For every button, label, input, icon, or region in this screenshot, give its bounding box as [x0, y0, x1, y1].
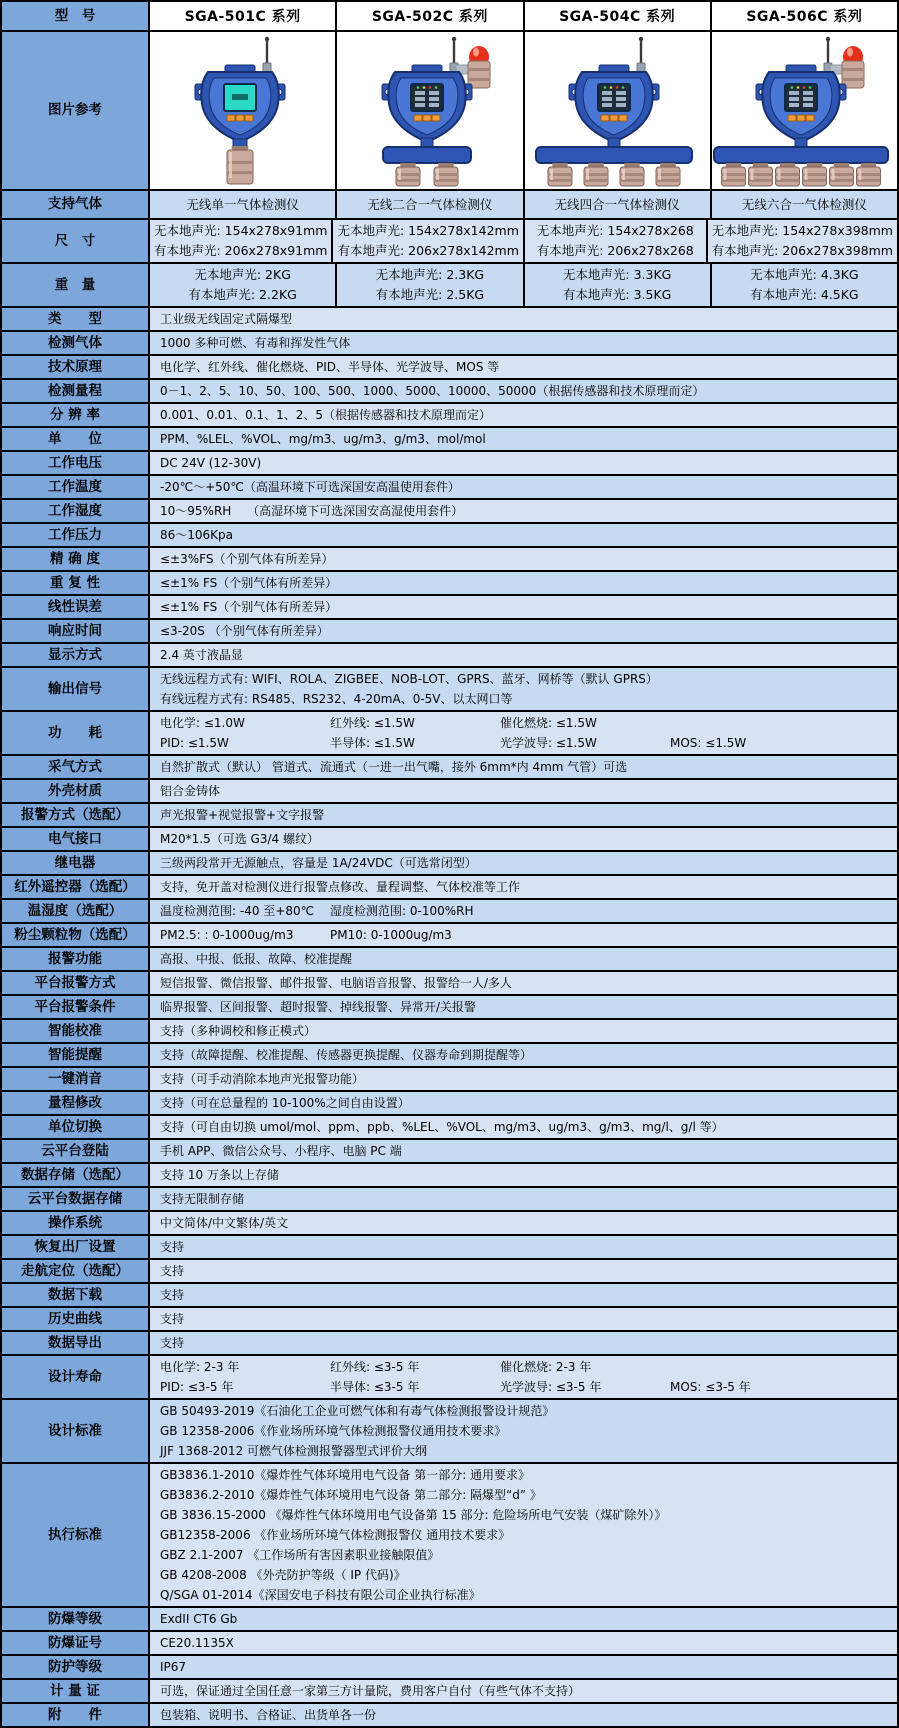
spec-row-31 — [2, 1092, 897, 1116]
row-label: 显示方式 — [2, 644, 150, 666]
product-value-line: 有本地声光: 206x278x268 — [536, 243, 694, 258]
value-segment: 催化燃烧: 2-3 年 — [500, 1360, 592, 1374]
product-value — [708, 220, 897, 262]
spec-row-38 — [2, 1260, 897, 1284]
row-label: 工作湿度 — [2, 500, 150, 522]
row-value — [150, 404, 897, 426]
row-value — [150, 948, 897, 970]
row-label: 云平台登陆 — [2, 1140, 150, 1162]
row-value — [150, 1356, 897, 1398]
row-label: 量程修改 — [2, 1092, 150, 1114]
value-line: 0.001、0.01、0.1、1、2、5（根据传感器和技术原理而定） — [160, 408, 492, 422]
model-header-2: SGA-502C 系列 — [337, 2, 524, 30]
row-value — [150, 596, 897, 618]
row-label: 历史曲线 — [2, 1308, 150, 1330]
value-line: 电化学、红外线、催化燃烧、PID、半导体、光学波导、MOS 等 — [160, 360, 500, 374]
product-value-line: 无本地声光: 2.3KG — [375, 267, 485, 282]
product-value-line: 有本地声光: 2.2KG — [188, 287, 297, 302]
row-value — [150, 1068, 897, 1090]
product-value-line: 无本地声光: 154x278x142mm — [337, 223, 519, 238]
row-value — [150, 620, 897, 642]
value-line: 支持（可手动消除本地声光报警功能） — [160, 1072, 365, 1086]
row-value — [150, 500, 897, 522]
spec-row-0 — [2, 308, 897, 332]
value-line: ExdII CT6 Gb — [160, 1612, 238, 1626]
value-line: ≤±1% FS（个别气体有所差异） — [160, 576, 338, 590]
sga-502c-detector-image — [337, 32, 524, 189]
value-line: 支持无限制存储 — [160, 1192, 245, 1206]
image-row-label: 图片参考 — [2, 32, 150, 189]
row-value — [150, 900, 897, 922]
value-segment: PM2.5: : 0-1000ug/m3 — [160, 928, 294, 942]
row-label: 附 件 — [2, 1704, 150, 1726]
row-value — [150, 1608, 897, 1630]
row-value — [150, 756, 897, 778]
row-value — [150, 1212, 897, 1234]
spec-row-14 — [2, 644, 897, 668]
row-label: 单 位 — [2, 428, 150, 450]
row-label: 分 辨 率 — [2, 404, 150, 426]
row-label: 平台报警条件 — [2, 996, 150, 1018]
spec-row-4 — [2, 404, 897, 428]
product-value-line: 有本地声光: 206x278x142mm — [337, 243, 519, 258]
value-segment: 半导体: ≤3-5 年 — [330, 1380, 420, 1394]
row-value — [150, 1656, 897, 1678]
row-label: 防护等级 — [2, 1656, 150, 1678]
value-line: 支持（多种调校和修正模式） — [160, 1024, 317, 1038]
row-value — [150, 1236, 897, 1258]
product-value — [337, 264, 524, 306]
row-label: 报警功能 — [2, 948, 150, 970]
row-value — [150, 428, 897, 450]
spec-row-30 — [2, 1068, 897, 1092]
product-value — [525, 264, 712, 306]
row-value — [150, 1140, 897, 1162]
row-value — [150, 852, 897, 874]
row-label: 工作温度 — [2, 476, 150, 498]
model-header-label: 型 号 — [2, 2, 150, 30]
spec-row-25 — [2, 948, 897, 972]
spec-row-47 — [2, 1656, 897, 1680]
row-label: 防爆等级 — [2, 1608, 150, 1630]
row-label: 设计标准 — [2, 1400, 150, 1462]
product-value — [150, 220, 333, 262]
row-label: 防爆证号 — [2, 1632, 150, 1654]
product-value-line: 有本地声光: 206x278x91mm — [154, 243, 328, 258]
row-label: 智能校准 — [2, 1020, 150, 1042]
row-value — [150, 1400, 897, 1462]
spec-row-8 — [2, 500, 897, 524]
row-label: 外壳材质 — [2, 780, 150, 802]
spec-row-16 — [2, 712, 897, 756]
model-header-1: SGA-501C 系列 — [150, 2, 337, 30]
spec-row-26 — [2, 972, 897, 996]
header-row — [2, 2, 897, 32]
row-label: 继电器 — [2, 852, 150, 874]
spec-row-9 — [2, 524, 897, 548]
row-value — [150, 1020, 897, 1042]
value-line: 0－1、2、5、10、50、100、500、1000、5000、10000、50000（根据传感器和技术原理而定） — [160, 384, 705, 398]
row-label: 数据导出 — [2, 1332, 150, 1354]
value-line: 可选，保证通过全国任意一家第三方计量院，费用客户自付（有些气体不支持） — [160, 1684, 581, 1698]
value-line — [160, 713, 887, 733]
row-label: 恢复出厂设置 — [2, 1236, 150, 1258]
value-line: 1000 多种可燃、有毒和挥发性气体 — [160, 336, 351, 350]
value-line: Q/SGA 01-2014《深国安电子科技有限公司企业执行标准》 — [160, 1588, 481, 1602]
row-value — [150, 1164, 897, 1186]
value-segment: MOS: ≤1.5W — [670, 736, 747, 750]
product-row-2 — [2, 264, 897, 308]
product-value — [333, 220, 524, 262]
row-value — [150, 1092, 897, 1114]
value-line: ≤3-20S （个别气体有所差异） — [160, 624, 329, 638]
row-label: 粉尘颗粒物（选配） — [2, 924, 150, 946]
value-line: 高报、中报、低报、故障、校准提醒 — [160, 952, 353, 966]
spec-row-23 — [2, 900, 897, 924]
row-label: 输出信号 — [2, 668, 150, 710]
value-line: 支持，免开盖对检测仪进行报警点修改、量程调整、气体校准等工作 — [160, 880, 521, 894]
value-line: 三级两段常开无源触点，容量是 1A/24VDC（可选常闭型） — [160, 856, 477, 870]
row-value — [150, 1704, 897, 1726]
value-segment: 光学波导: ≤3-5 年 — [500, 1380, 602, 1394]
value-line: 临界报警、区间报警、超时报警、掉线报警、异常开/关报警 — [160, 1000, 477, 1014]
product-value — [337, 191, 524, 218]
spec-row-27 — [2, 996, 897, 1020]
spec-row-37 — [2, 1236, 897, 1260]
row-label: 报警方式（选配） — [2, 804, 150, 826]
value-line: GB3836.1-2010《爆炸性气体环境用电气设备 第一部分: 通用要求》 — [160, 1468, 531, 1482]
row-value — [150, 452, 897, 474]
product-value-line: 无本地声光: 154x278x91mm — [154, 223, 328, 238]
spec-row-17 — [2, 756, 897, 780]
product-value-line: 无线二合一气体检测仪 — [367, 196, 493, 212]
row-label: 红外遥控器（选配） — [2, 876, 150, 898]
value-line: 工业级无线固定式隔爆型 — [160, 312, 293, 326]
value-segment: PID: ≤1.5W — [160, 736, 229, 750]
row-label: 尺 寸 — [2, 220, 150, 262]
product-value-line: 无线六合一气体检测仪 — [741, 196, 867, 212]
spec-row-45 — [2, 1608, 897, 1632]
spec-row-44 — [2, 1464, 897, 1608]
value-line: GB 4208-2008 《外壳防护等级（ IP 代码)》 — [160, 1568, 406, 1582]
row-label: 工作压力 — [2, 524, 150, 546]
value-segment: PM10: 0-1000ug/m3 — [330, 928, 452, 942]
value-line: GB 3836.15-2000 《爆炸性气体环境用电气设备第 15 部分: 危险场所电气安装（煤矿除外）》 — [160, 1508, 667, 1522]
row-value — [150, 828, 897, 850]
value-segment: 光学波导: ≤1.5W — [500, 736, 597, 750]
value-line: 支持 — [160, 1264, 185, 1278]
value-segment: 红外线: ≤3-5 年 — [330, 1360, 420, 1374]
value-segment: 电化学: ≤1.0W — [160, 716, 245, 730]
value-line — [160, 733, 887, 753]
value-line: 支持（可自由切换 umol/mol、ppm、ppb、%LEL、%VOL、mg/m3、ug/m3、g/m3、mg/l、g/l 等） — [160, 1120, 724, 1134]
spec-row-29 — [2, 1044, 897, 1068]
row-value — [150, 1332, 897, 1354]
sga-501c-detector-image — [150, 32, 337, 189]
value-line: 支持 — [160, 1336, 185, 1350]
spec-row-13 — [2, 620, 897, 644]
value-line — [160, 925, 887, 945]
value-segment: PID: ≤3-5 年 — [160, 1380, 234, 1394]
row-value — [150, 380, 897, 402]
row-value — [150, 476, 897, 498]
model-header-3: SGA-504C 系列 — [525, 2, 712, 30]
row-value — [150, 1284, 897, 1306]
spec-row-46 — [2, 1632, 897, 1656]
row-value — [150, 1188, 897, 1210]
product-value — [150, 264, 337, 306]
spec-row-22 — [2, 876, 897, 900]
row-label: 云平台数据存储 — [2, 1188, 150, 1210]
row-label: 技术原理 — [2, 356, 150, 378]
row-label: 功 耗 — [2, 712, 150, 754]
spec-row-39 — [2, 1284, 897, 1308]
spec-row-6 — [2, 452, 897, 476]
spec-row-33 — [2, 1140, 897, 1164]
row-value — [150, 1308, 897, 1330]
row-label: 精 确 度 — [2, 548, 150, 570]
value-segment: MOS: ≤3-5 年 — [670, 1380, 751, 1394]
row-value — [150, 1116, 897, 1138]
row-label: 执行标准 — [2, 1464, 150, 1606]
product-value-line: 有本地声光: 206x278x398mm — [711, 243, 893, 258]
value-line: 支持（可在总量程的 10-100%之间自由设置） — [160, 1096, 410, 1110]
row-label: 检测气体 — [2, 332, 150, 354]
row-value — [150, 644, 897, 666]
product-value-line: 无线四合一气体检测仪 — [554, 196, 680, 212]
model-header-4: SGA-506C 系列 — [712, 2, 897, 30]
row-value — [150, 308, 897, 330]
value-line: 86～106Kpa — [160, 528, 234, 542]
value-line: 支持 — [160, 1288, 185, 1302]
row-label: 重 复 性 — [2, 572, 150, 594]
spec-row-2 — [2, 356, 897, 380]
value-line: 支持 — [160, 1240, 185, 1254]
row-label: 线性误差 — [2, 596, 150, 618]
spec-row-19 — [2, 804, 897, 828]
value-line — [160, 1377, 887, 1397]
spec-row-32 — [2, 1116, 897, 1140]
value-segment: 湿度检测范围: 0-100%RH — [330, 904, 474, 918]
row-label: 重 量 — [2, 264, 150, 306]
row-label: 数据存储（选配） — [2, 1164, 150, 1186]
row-value — [150, 1260, 897, 1282]
value-line: IP67 — [160, 1660, 187, 1674]
value-line: PPM、%LEL、%VOL、mg/m3、ug/m3、g/m3、mol/mol — [160, 432, 486, 446]
value-line: GB12358-2006 《作业场所环境气体检测报警仪 通用技术要求》 — [160, 1528, 511, 1542]
image-row — [2, 32, 897, 191]
row-value — [150, 972, 897, 994]
row-label: 响应时间 — [2, 620, 150, 642]
value-line: 支持 10 万条以上存储 — [160, 1168, 279, 1182]
product-value-line: 无本地声光: 154x278x268 — [536, 223, 694, 238]
value-line: ≤±3%FS（个别气体有所差异） — [160, 552, 334, 566]
row-value — [150, 1680, 897, 1702]
row-value — [150, 924, 897, 946]
spec-row-21 — [2, 852, 897, 876]
spec-row-48 — [2, 1680, 897, 1704]
product-row-1 — [2, 220, 897, 264]
product-row-0 — [2, 191, 897, 220]
value-line — [160, 1357, 887, 1377]
row-label: 工作电压 — [2, 452, 150, 474]
spec-row-28 — [2, 1020, 897, 1044]
spec-row-20 — [2, 828, 897, 852]
row-label: 单位切换 — [2, 1116, 150, 1138]
spec-row-1 — [2, 332, 897, 356]
value-line: ≤±1% FS（个别气体有所差异） — [160, 600, 338, 614]
value-segment: 催化燃烧: ≤1.5W — [500, 716, 597, 730]
row-label: 一键消音 — [2, 1068, 150, 1090]
value-line: GBZ 2.1-2007 《工作场所有害因素职业接触限值》 — [160, 1548, 440, 1562]
spec-row-18 — [2, 780, 897, 804]
value-line: 中文简体/中文繁体/英文 — [160, 1216, 289, 1230]
spec-row-49 — [2, 1704, 897, 1726]
product-value — [712, 264, 897, 306]
spec-row-12 — [2, 596, 897, 620]
value-line: 铝合金铸体 — [160, 784, 221, 798]
value-line: GB3836.2-2010《爆炸性气体环境用电气设备 第二部分: 隔爆型“d” 》 — [160, 1488, 542, 1502]
row-value — [150, 332, 897, 354]
row-label: 计 量 证 — [2, 1680, 150, 1702]
value-line: 2.4 英寸液晶显 — [160, 648, 243, 662]
value-line: DC 24V (12-30V) — [160, 456, 262, 470]
row-label: 采气方式 — [2, 756, 150, 778]
value-line — [160, 901, 887, 921]
value-line: 有线远程方式有: RS485、RS232、4-20mA、0-5V、以太网口等 — [160, 692, 513, 706]
product-value-line: 无线单一气体检测仪 — [186, 196, 299, 212]
spec-row-3 — [2, 380, 897, 404]
row-value — [150, 712, 897, 754]
row-label: 走航定位（选配） — [2, 1260, 150, 1282]
row-value — [150, 804, 897, 826]
value-line: 自然扩散式（默认） 管道式、流通式（一进一出气嘴，接外 6mm*内 4mm 气管）可选 — [160, 760, 628, 774]
product-value — [150, 191, 337, 218]
row-value — [150, 524, 897, 546]
product-value — [525, 191, 712, 218]
product-value-line: 无本地声光: 3.3KG — [562, 267, 672, 282]
row-label: 智能提醒 — [2, 1044, 150, 1066]
spec-row-42 — [2, 1356, 897, 1400]
row-value — [150, 1464, 897, 1606]
row-value — [150, 572, 897, 594]
row-value — [150, 668, 897, 710]
sga-506c-detector-image — [712, 32, 897, 189]
value-segment: 温度检测范围: -40 至+80℃ — [160, 904, 315, 918]
product-value-line: 无本地声光: 4.3KG — [750, 267, 859, 282]
row-value — [150, 780, 897, 802]
row-value — [150, 876, 897, 898]
value-line: 声光报警+视觉报警+文字报警 — [160, 808, 325, 822]
value-segment: 红外线: ≤1.5W — [330, 716, 415, 730]
value-line: GB 50493-2019《石油化工企业可燃气体和有毒气体检测报警设计规范》 — [160, 1404, 555, 1418]
spec-row-10 — [2, 548, 897, 572]
product-value — [525, 220, 708, 262]
value-line: JJF 1368-2012 可燃气体检测报警器型式评价大纲 — [160, 1444, 428, 1458]
value-line: 支持（故障提醒、校准提醒、传感器更换提醒、仪器寿命到期提醒等） — [160, 1048, 533, 1062]
row-label: 平台报警方式 — [2, 972, 150, 994]
row-label: 操作系统 — [2, 1212, 150, 1234]
row-label: 数据下载 — [2, 1284, 150, 1306]
value-line: 支持 — [160, 1312, 185, 1326]
spec-row-35 — [2, 1188, 897, 1212]
value-segment: 电化学: 2-3 年 — [160, 1360, 240, 1374]
value-line: CE20.1135X — [160, 1636, 234, 1650]
value-line: GB 12358-2006《作业场所环境气体检测报警仪通用技术要求》 — [160, 1424, 507, 1438]
row-label: 类 型 — [2, 308, 150, 330]
product-value-line: 有本地声光: 2.5KG — [375, 287, 485, 302]
value-line: 无线远程方式有: WIFI、ROLA、ZIGBEE、NOB-LOT、GPRS、蓝牙、网桥等（默认 GPRS） — [160, 672, 658, 686]
value-line: 短信报警、微信报警、邮件报警、电脑语音报警、报警给一人/多人 — [160, 976, 513, 990]
spec-row-43 — [2, 1400, 897, 1464]
row-value — [150, 356, 897, 378]
row-value — [150, 1044, 897, 1066]
value-line: -20℃～+50℃（高温环境下可选深国安高温使用套件） — [160, 480, 460, 494]
spec-row-5 — [2, 428, 897, 452]
value-line: 手机 APP、微信公众号、小程序、电脑 PC 端 — [160, 1144, 402, 1158]
row-label: 支持气体 — [2, 191, 150, 218]
value-line: 包装箱、说明书、合格证、出货单各一份 — [160, 1708, 377, 1722]
value-line: M20*1.5（可选 G3/4 螺纹） — [160, 832, 319, 846]
product-value-line: 有本地声光: 3.5KG — [562, 287, 672, 302]
row-value — [150, 1632, 897, 1654]
row-label: 温湿度（选配） — [2, 900, 150, 922]
product-value-line: 有本地声光: 4.5KG — [750, 287, 859, 302]
value-segment: 半导体: ≤1.5W — [330, 736, 415, 750]
product-value-line: 无本地声光: 154x278x398mm — [711, 223, 893, 238]
spec-row-40 — [2, 1308, 897, 1332]
row-value — [150, 548, 897, 570]
row-value — [150, 996, 897, 1018]
value-line: 10～95%RH （高湿环境下可选深国安高湿使用套件） — [160, 504, 464, 518]
row-label: 检测量程 — [2, 380, 150, 402]
spec-row-15 — [2, 668, 897, 712]
spec-row-11 — [2, 572, 897, 596]
row-label: 设计寿命 — [2, 1356, 150, 1398]
row-label: 电气接口 — [2, 828, 150, 850]
product-value-line: 无本地声光: 2KG — [194, 267, 291, 282]
spec-row-24 — [2, 924, 897, 948]
sga-504c-detector-image — [525, 32, 712, 189]
spec-row-36 — [2, 1212, 897, 1236]
spec-row-41 — [2, 1332, 897, 1356]
spec-row-34 — [2, 1164, 897, 1188]
product-value — [712, 191, 897, 218]
spec-row-7 — [2, 476, 897, 500]
